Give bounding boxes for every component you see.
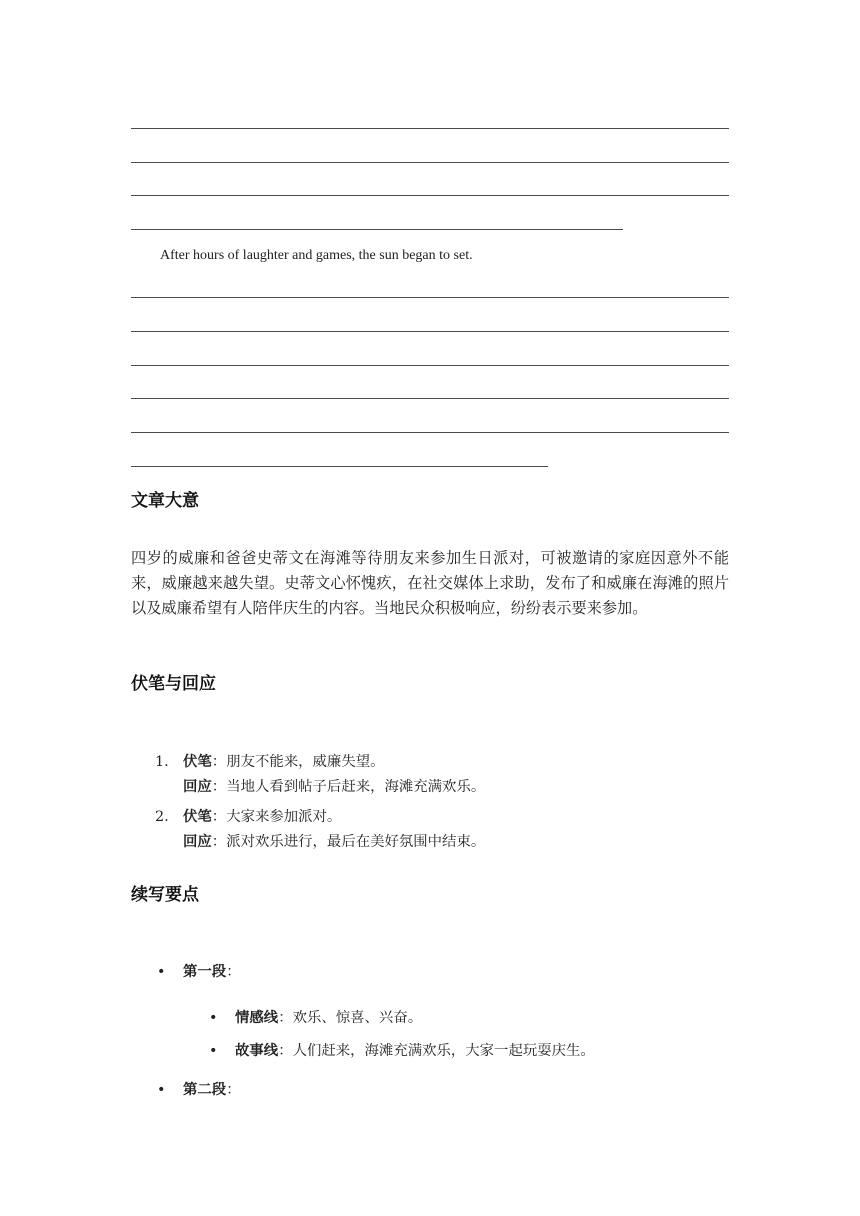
second-paragraph-opening-sentence: After hours of laughter and games, the sun began to set. [160,248,473,263]
foreshadow-list [131,750,729,860]
list-item [131,960,729,985]
writing-line [131,162,729,163]
points-list [131,960,729,985]
list-item [131,805,729,855]
bullet-icon: • [209,1043,218,1059]
list-number: 1. [155,754,169,770]
list-item [131,1078,729,1103]
response-text: ：派对欢乐进行，最后在美好氛围中结束。 [211,834,486,850]
story-text: ：人们赶来，海滩充满欢乐，大家一起玩耍庆生。 [278,1043,595,1059]
document-page [131,0,729,1216]
list-item [131,1006,729,1031]
points-list-continued [131,1078,729,1103]
writing-line [131,398,729,399]
bullet-icon: • [157,964,166,980]
cue-label: 伏笔 [183,754,212,770]
points-heading: 续写要点 [131,885,199,905]
bullet-icon: • [157,1082,166,1098]
response-label: 回应 [183,779,212,795]
writing-line [131,195,729,196]
writing-line [131,331,729,332]
story-label: 故事线 [235,1043,279,1059]
emotion-text: ：欢乐、惊喜、兴奋。 [278,1010,423,1026]
bullet-icon: • [209,1010,218,1026]
list-number: 2. [155,809,169,825]
response-label: 回应 [183,834,212,850]
paragraph-one-sublist [131,1006,729,1064]
summary-paragraph: 四岁的威廉和爸爸史蒂文在海滩等待朋友来参加生日派对，可被邀请的家庭因意外不能来，威廉越来越失望。史蒂文心怀愧疚，在社交媒体上求助，发布了和威廉在海滩的照片以及威廉希望有人陪伴庆生的内容。当地民众积极响应，纷纷表示要来参加。 [131,549,729,617]
list-item [131,750,729,800]
list-item [131,1039,729,1064]
paragraph-two-colon: ： [226,1082,241,1098]
cue-text: ：大家来参加派对。 [211,809,342,825]
writing-line [131,466,548,467]
writing-line [131,297,729,298]
writing-line [131,229,623,230]
paragraph-one-colon: ： [226,964,241,980]
writing-line [131,365,729,366]
cue-label: 伏笔 [183,809,212,825]
writing-line [131,128,729,129]
emotion-label: 情感线 [235,1010,279,1026]
paragraph-one-label: 第一段 [183,964,227,980]
summary-heading: 文章大意 [131,491,199,511]
foreshadow-heading: 伏笔与回应 [131,674,216,694]
paragraph-two-label: 第二段 [183,1082,227,1098]
writing-line [131,432,729,433]
response-text: ：当地人看到帖子后赶来，海滩充满欢乐。 [211,779,486,795]
cue-text: ：朋友不能来，威廉失望。 [211,754,385,770]
